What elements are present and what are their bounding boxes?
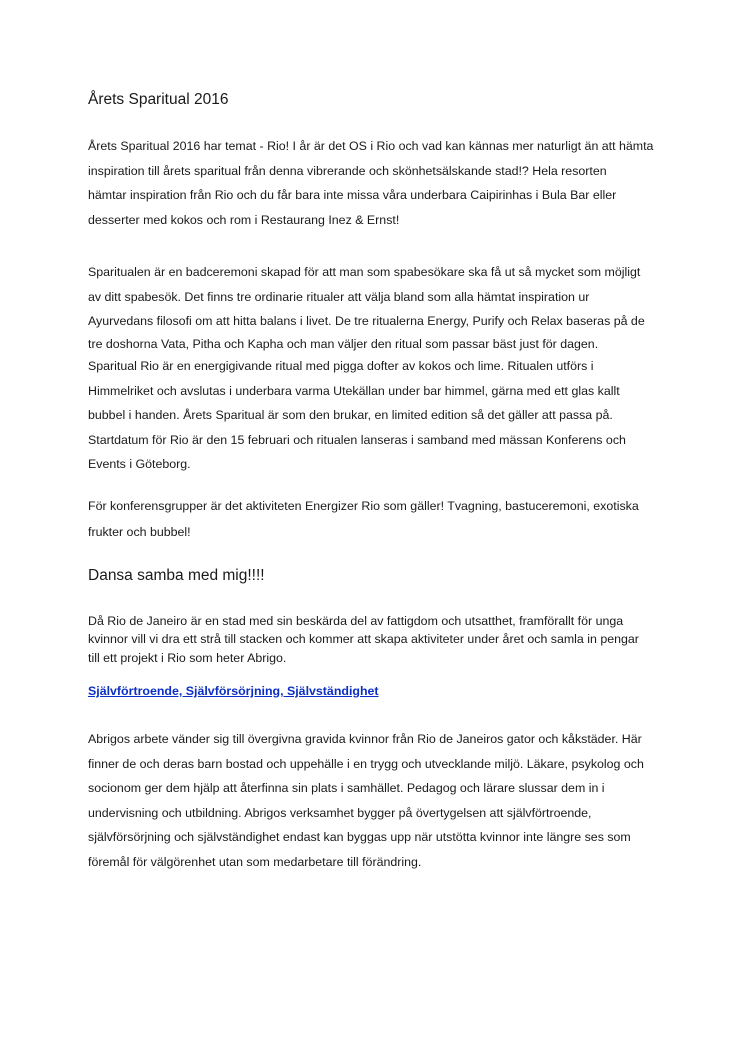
text-line: Då Rio de Janeiro är en stad med sin beskärda del av fattigdom och utsatthet, framförallt för unga [88,613,624,628]
section-heading: Dansa samba med mig!!!! [88,566,265,584]
paragraph-abrigo [88,727,660,874]
document-title: Årets Sparitual 2016 [88,91,229,108]
text-line: Årets Sparitual 2016 har temat - Rio! I år är det OS i Rio och vad kan kännas mer naturligt än att hämta [88,139,654,153]
paragraph-rio [88,612,660,668]
link-row [88,681,660,701]
text-line: Sparitualen är en badceremoni skapad för att man som spabesökare ska få ut så mycket som möjligt [88,265,641,279]
text-line: självförsörjning och självständighet endast kan byggas upp när utstötta kvinnor inte längre ses som [88,830,631,844]
text-line: För konferensgrupper är det aktiviteten Energizer Rio som gäller! Tvagning, bastuceremoni, exotiska [88,498,639,513]
text-line: Sparitual Rio är en energigivande ritual med pigga dofter av kokos och lime. Ritualen utförs i [88,359,594,373]
abrigo-link[interactable]: Självförtroende, Självförsörjning, Självständighet [88,684,379,698]
text-line: desserter med kokos och rom i Restaurang Inez & Ernst! [88,212,400,227]
text-line: kvinnor vill vi dra ett strå till stacken och kommer att skapa aktiviteter under året och samla in pengar [88,632,639,646]
text-line: Himmelriket och avslutas i underbara varma Utekällan under bar himmel, gärna med ett glas kallt [88,383,620,398]
text-line: Startdatum för Rio är den 15 februari och ritualen lanseras i samband med mässan Konferens och [88,432,626,447]
text-line: till ett projekt i Rio som heter Abrigo. [88,650,287,665]
paragraph-intro [88,134,660,232]
text-line: undervisning och utbildning. Abrigos verksamhet bygger på övertygelsen att självförtroende, [88,805,592,820]
text-line: frukter och bubbel! [88,525,191,539]
text-line: av ditt spabesök. Det finns tre ordinarie ritualer att välja bland som alla hämtat inspiration ur [88,289,590,304]
text-line: Events i Göteborg. [88,457,191,471]
text-line: Abrigos arbete vänder sig till övergivna gravida kvinnor från Rio de Janeiros gator och kåkstäder. Här [88,732,642,746]
text-line: hämtar inspiration från Rio och du får bara inte missa våra underbara Caipirinhas i Bula Bar eller [88,188,617,202]
text-line: inspiration till årets sparitual från denna vibrerande och skönhetsälskande stad!? Hela resorten [88,163,607,178]
text-line: tre doshorna Vata, Pitha och Kapha och man väljer den ritual som passar bäst just för dagen. [88,336,599,351]
text-line: finner de och deras barn bostad och uppehälle i en trygg och utvecklande miljö. Läkare, psykolog och [88,756,644,771]
paragraph-sparitual [88,260,660,477]
text-line: bubbel i handen. Årets Sparitual är som den brukar, en limited edition så det gäller att passa på. [88,408,613,422]
text-line: Ayurvedans filosofi om att hitta balans i livet. De tre ritualerna Energy, Purify och Relax baseras på de [88,314,645,328]
text-line: socionom ger dem hjälp att återfinna sin plats i samhället. Pedagog och lärare slussar dem in i [88,781,605,795]
text-line: föremål för välgörenhet utan som medarbetare till förändring. [88,854,422,869]
document-content [88,88,660,874]
paragraph-conference [88,493,660,546]
